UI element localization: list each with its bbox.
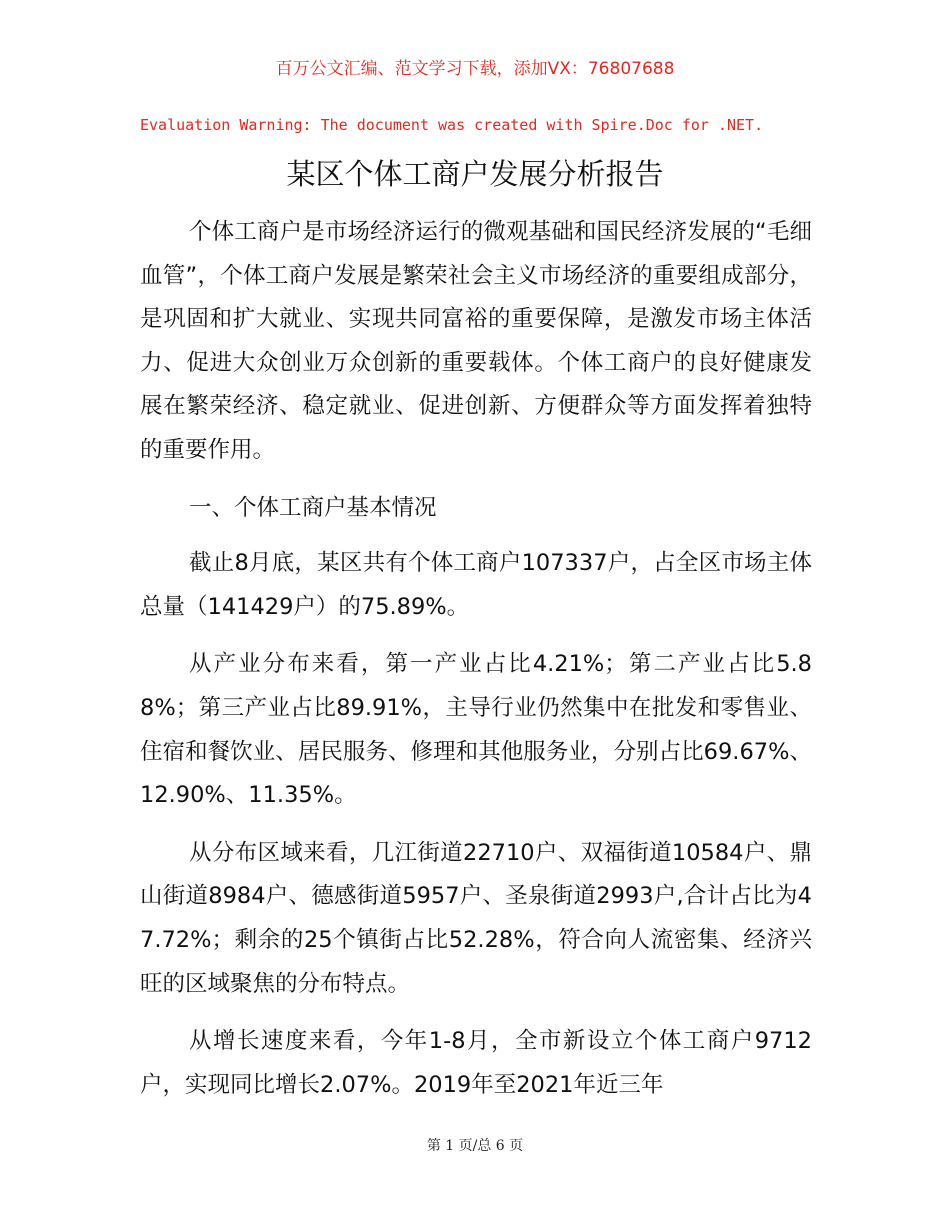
section-heading: 一、个体工商户基本情况: [189, 494, 437, 521]
evaluation-warning: Evaluation Warning: The document was created with Spire.Doc for .NET.: [140, 116, 764, 134]
paragraph-industry: 从产业分布来看，第一产业占比4.21%；第二产业占比5.88%；第三产业占比89.91%，主导行业仍然集中在批发和零售业、住宿和餐饮业、居民服务、修理和其他服务业，分别占比69.67%、12.90%、11.35%。: [140, 651, 812, 809]
paragraph-region: 从分布区域来看，几江街道22710户、双福街道10584户、鼎山街道8984户、德感街道5957户、圣泉街道2993户,合计占比为47.72%；剩余的25个镇街占比52.28%，符合向人流密集、经济兴旺的区域聚焦的分布特点。: [140, 839, 812, 997]
paragraph-total: 截止8月底，某区共有个体工商户107337户，占全区市场主体总量（141429户）的75.89%。: [140, 550, 812, 620]
paragraph-intro: 个体工商户是市场经济运行的微观基础和国民经济发展的“毛细血管”，个体工商户发展是繁荣社会主义市场经济的重要组成部分，是巩固和扩大就业、实现共同富裕的重要保障，是激发市场主体活力、促进大众创业万众创新的重要载体。个体工商户的良好健康发展在繁荣经济、稳定就业、促进创新、方便群众等方面发挥着独特的重要作用。: [140, 219, 812, 463]
paragraph-growth: 从增长速度来看，今年1-8月，全市新设立个体工商户9712户，实现同比增长2.07%。2019年至2021年近三年: [140, 1028, 812, 1098]
header-banner: 百万公文汇编、范文学习下载，添加VX：76807688: [275, 59, 675, 79]
document-title: 某区个体工商户发展分析报告: [286, 157, 664, 191]
page-number: 第 1 页/总 6 页: [426, 1138, 524, 1154]
document-body: [140, 211, 812, 1121]
